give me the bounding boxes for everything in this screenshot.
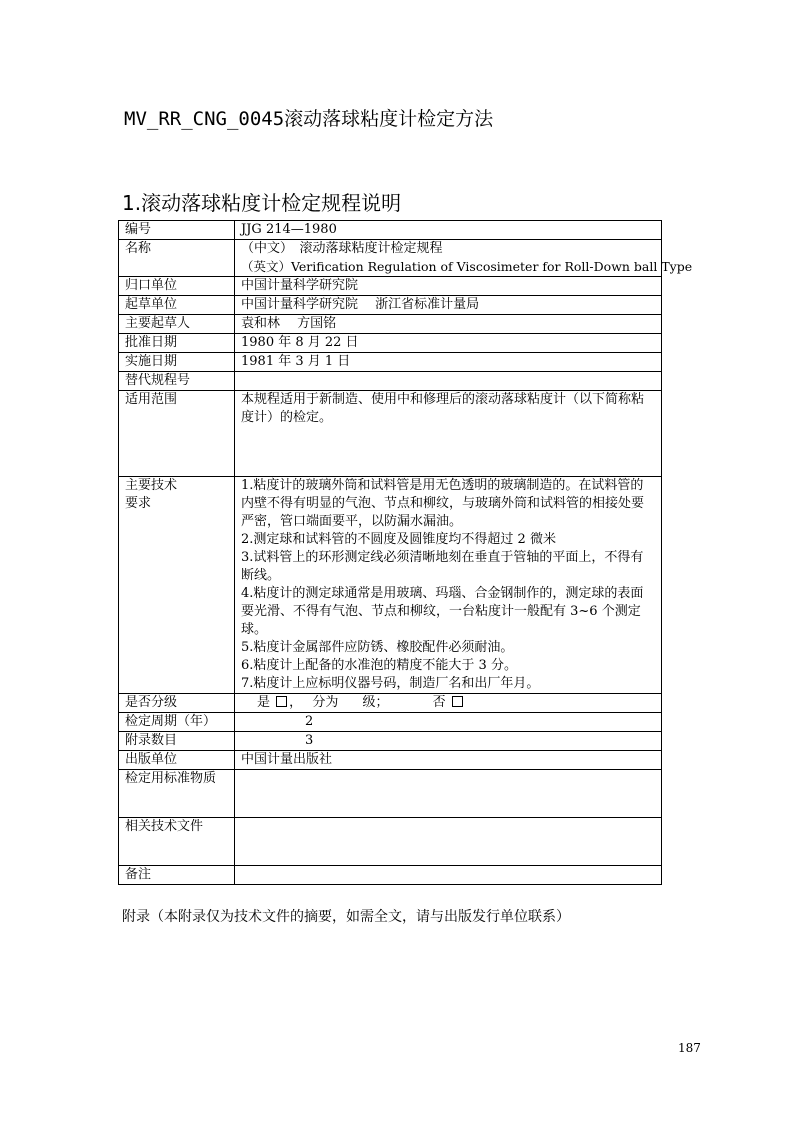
table-row [119,770,662,818]
requirement-item: 1.粘度计的玻璃外筒和试料管是用无色透明的玻璃制造的。在试料管的内壁不得有明显的气泡、节点和柳纹，与玻璃外筒和试料管的相接处要严密，管口端面要平，以防漏水漏油。 [241,478,645,529]
table-row [119,277,662,296]
table-row [119,751,662,770]
standard-materials-value [235,770,662,818]
requirement-item: 6.粘度计上配备的水准泡的精度不能大于 3 分。 [241,658,517,673]
table-row [119,221,662,240]
table-row [119,477,662,694]
requirement-item: 7.粘度计上应标明仪器号码，制造厂名和出厂年月。 [241,676,540,691]
period-value: 2 [235,713,662,732]
approval-date-label: 批准日期 [119,334,235,353]
grading-sep: ， [289,695,303,710]
page-number: 187 [678,1041,701,1055]
table-row [119,315,662,334]
appendix-count-label: 附录数目 [119,732,235,751]
table-row [119,372,662,391]
drafters-value: 袁和林 方国铭 [235,315,662,334]
name-en: （英文）Verification Regulation of Viscosimeter for Roll-Down ball Type [241,259,693,274]
requirements-label [119,477,235,694]
publisher-label: 出版单位 [119,751,235,770]
table-row [119,818,662,866]
code-value: JJG 214—1980 [235,221,662,240]
table-row [119,391,662,477]
requirement-item: 5.粘度计金属部件应防锈、橡胶配件必须耐油。 [241,640,514,655]
section-title: 1.滚动落球粘度计检定规程说明 [122,191,402,215]
org-value: 中国计量科学研究院 [235,277,662,296]
requirements-value [235,477,662,694]
standard-materials-label: 检定用标准物质 [119,770,235,818]
table-row [119,732,662,751]
drafting-org-value: 中国计量科学研究院 浙江省标准计量局 [235,296,662,315]
replaced-value [235,372,662,391]
code-label: 编号 [119,221,235,240]
drafters-label: 主要起草人 [119,315,235,334]
requirement-item: 2.测定球和试料管的不圆度及圆锥度均不得超过 2 微米 [241,532,556,547]
table-row [119,866,662,885]
appendix-note: 附录（本附录仅为技术文件的摘要，如需全文，请与出版发行单位联系） [122,909,570,925]
related-docs-label: 相关技术文件 [119,818,235,866]
org-label: 归口单位 [119,277,235,296]
name-cn: （中文） 滚动落球粘度计检定规程 [241,241,443,256]
grading-value [235,694,662,713]
related-docs-value [235,818,662,866]
scope-value: 本规程适用于新制造、使用中和修理后的滚动落球粘度计（以下简称粘度计）的检定。 [235,391,662,477]
spec-table [118,220,693,885]
table-row [119,240,662,277]
replaced-label: 替代规程号 [119,372,235,391]
effective-date-label: 实施日期 [119,353,235,372]
requirements-label-line2: 要求 [125,496,152,511]
appendix-count-value: 3 [235,732,662,751]
period-label: 检定周期（年） [119,713,235,732]
grading-label: 是否分级 [119,694,235,713]
requirements-label-line1: 主要技术 [125,478,178,493]
name-value [235,240,693,277]
document-title: MV_RR_CNG_0045滚动落球粘度计检定方法 [124,108,494,130]
grading-level: 级； [362,695,389,710]
table-row [119,694,662,713]
scope-label: 适用范围 [119,391,235,477]
remarks-label: 备注 [119,866,235,885]
table-row [119,353,662,372]
drafting-org-label: 起草单位 [119,296,235,315]
effective-date-value: 1981 年 3 月 1 日 [235,353,662,372]
no-checkbox[interactable] [452,696,463,707]
table-row [119,334,662,353]
table-row [119,296,662,315]
grading-divide: 分为 [312,695,339,710]
yes-checkbox[interactable] [276,696,287,707]
publisher-value: 中国计量出版社 [235,751,662,770]
requirement-item: 4.粘度计的测定球通常是用玻璃、玛瑙、合金钢制作的，测定球的表面要光滑、不得有气泡、节点和柳纹，一台粘度计一般配有 3~6 个测定球。 [241,586,644,637]
table-row [119,713,662,732]
remarks-value [235,866,662,885]
name-label: 名称 [119,240,235,277]
grading-yes: 是 [257,695,271,710]
requirement-item: 3.试料管上的环形测定线必须清晰地刻在垂直于管轴的平面上，不得有断线。 [241,550,644,583]
approval-date-value: 1980 年 8 月 22 日 [235,334,662,353]
grading-no: 否 [432,695,446,710]
